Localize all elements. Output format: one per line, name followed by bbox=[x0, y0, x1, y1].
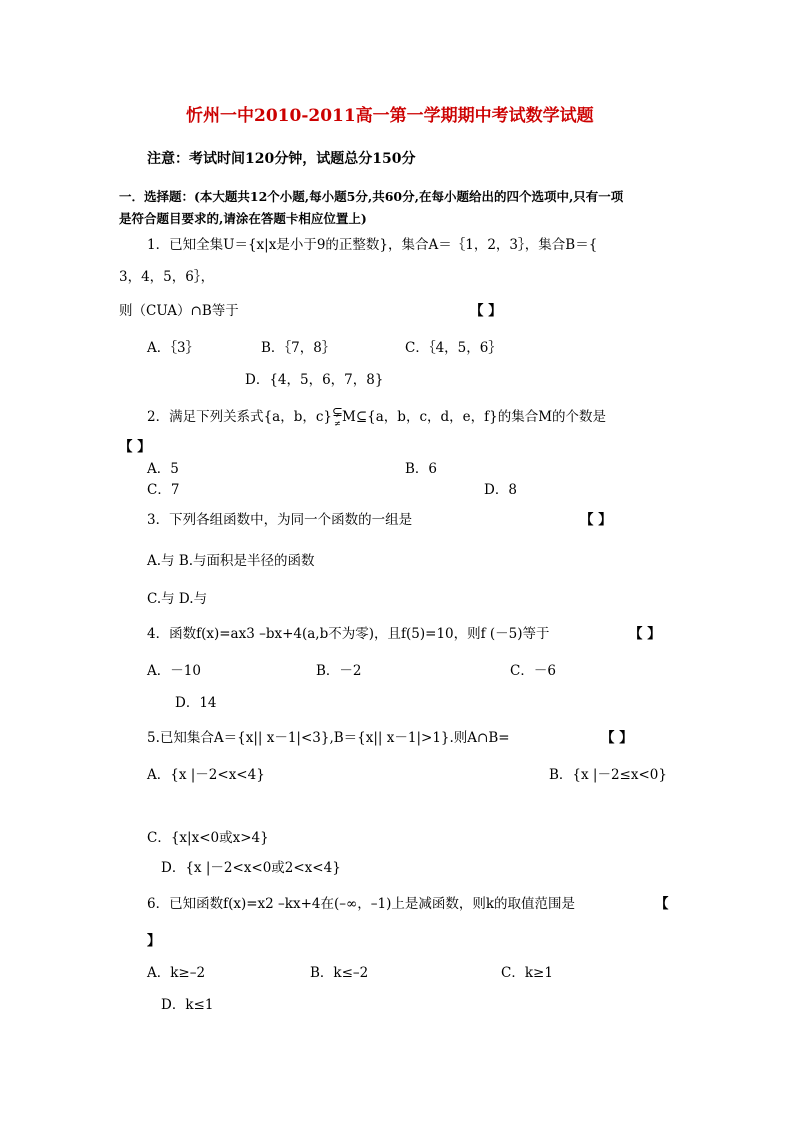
q5-option-a: A．{x |－2<x<4} bbox=[147, 767, 265, 783]
q3-answer-bracket: 【 】 bbox=[580, 512, 612, 528]
q6-bracket-close: 】 bbox=[147, 933, 161, 949]
q1-option-a: A．｛3｝ bbox=[147, 340, 200, 356]
q2-stem bbox=[147, 405, 607, 428]
q2-stem-pre: 2．满足下列关系式{a，b，c} bbox=[147, 409, 333, 425]
q5-option-c: C．{x|x<0或x>4} bbox=[147, 830, 269, 846]
q4-option-a: A．－10 bbox=[147, 663, 201, 679]
q4-option-b: B．－2 bbox=[316, 663, 362, 679]
q5-answer-bracket: 【 】 bbox=[601, 730, 633, 746]
q5-option-d: D．{x |－2<x<0或2<x<4} bbox=[161, 860, 341, 876]
q2-option-d: D．8 bbox=[484, 482, 517, 498]
q6-option-d: D．k≤1 bbox=[161, 997, 214, 1013]
q4-option-d: D．14 bbox=[175, 695, 217, 711]
q6-bracket-open: 【 bbox=[655, 896, 669, 912]
q1-stem-line3: 则（CUA）∩B等于 bbox=[119, 303, 239, 319]
q6-stem: 6．已知函数f(x)=x2 –kx+4在(–∞，–1)上是减函数，则k的取值范围是 bbox=[147, 896, 576, 912]
q2-option-b: B．6 bbox=[405, 461, 438, 477]
q3-stem: 3．下列各组函数中，为同一个函数的一组是 bbox=[147, 512, 413, 528]
q3-options-cd: C.与 D.与 bbox=[147, 591, 208, 607]
q2-answer-bracket: 【 】 bbox=[119, 439, 151, 455]
q3-options-ab: A.与 B.与面积是半径的函数 bbox=[147, 553, 315, 569]
exam-title: 忻州一中2010-2011高一第一学期期中考试数学试题 bbox=[186, 106, 594, 126]
section1-instructions-line2: 是符合题目要求的,请涂在答题卡相应位置上) bbox=[119, 211, 367, 226]
section1-instructions-line1: 一．选择题：(本大题共12个小题,每小题5分,共60分,在每小题给出的四个选项中,只有一项 bbox=[119, 189, 624, 204]
q6-option-b: B．k≤–2 bbox=[310, 965, 369, 981]
q1-stem-line1: 1．已知全集U＝{x|x是小于9的正整数}，集合A＝｛1，2，3｝，集合B＝{ bbox=[147, 237, 598, 253]
q2-option-a: A．5 bbox=[147, 461, 179, 477]
q4-answer-bracket: 【 】 bbox=[629, 626, 661, 642]
q5-stem: 5.已知集合A＝{x|| x－1|<3},B＝{x|| x－1|>1}.则A∩B= bbox=[147, 730, 510, 746]
q4-option-c: C．－6 bbox=[510, 663, 556, 679]
q1-stem-line2: 3，4，5，6｝， bbox=[119, 269, 215, 285]
exam-note: 注意：考试时间120分钟，试题总分150分 bbox=[147, 151, 416, 167]
q6-option-a: A．k≥–2 bbox=[147, 965, 206, 981]
q4-stem: 4．函数f(x)=ax3 –bx+4(a,b不为零)，且f(5)=10，则f (－5)等于 bbox=[147, 626, 550, 642]
q1-option-b: B．｛7，8｝ bbox=[261, 340, 336, 356]
q2-stem-post: M⊆{a，b，c，d，e，f}的集合M的个数是 bbox=[342, 409, 607, 425]
q1-option-c: C．｛4，5，6｝ bbox=[405, 340, 502, 356]
q6-option-c: C．k≥1 bbox=[501, 965, 553, 981]
q1-answer-bracket: 【 】 bbox=[470, 303, 502, 319]
proper-subset-symbol: ⊊ ≠ bbox=[332, 405, 343, 428]
q5-option-b: B．{x |－2≤x<0} bbox=[549, 767, 667, 783]
q2-option-c: C．7 bbox=[147, 482, 180, 498]
q1-option-d: D．{4，5，6，7，8} bbox=[245, 372, 384, 388]
